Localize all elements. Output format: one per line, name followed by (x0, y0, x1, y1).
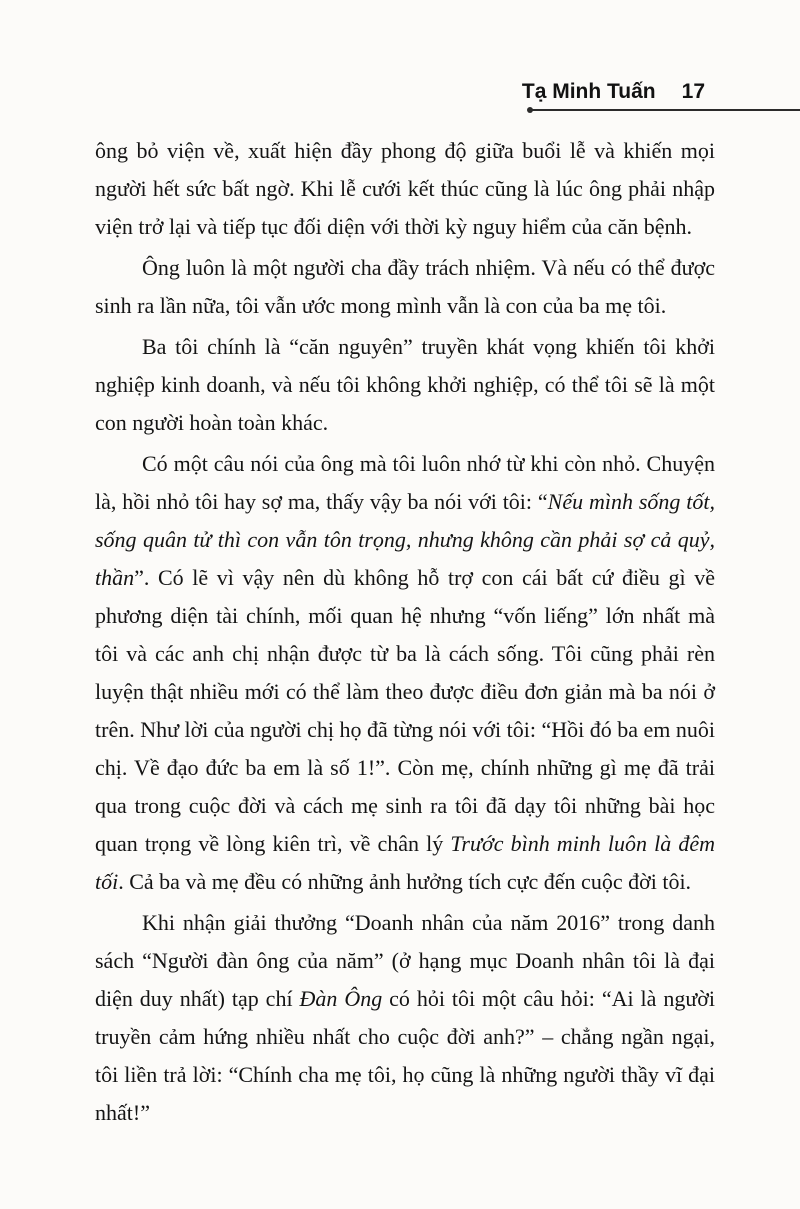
italic-text-run: Đàn Ông (299, 986, 383, 1011)
body-text (95, 132, 715, 1135)
text-run: ”. Có lẽ vì vậy nên dù không hỗ trợ con cái bất cứ điều gì về phương diện tài chính, mối quan hệ nhưng “vốn liếng” lớn nhất mà tôi và các anh chị nhận được từ ba là cách sống. Tôi cũng phải rèn luyện thật nhiều mới có thể làm theo được điều đơn giản mà ba nói ở trên. Như lời của người chị họ đã từng nói với tôi: “Hồi đó ba em nuôi chị. Về đạo đức ba em là số 1!”. Còn mẹ, chính những gì mẹ đã trải qua trong cuộc đời và cách mẹ sinh ra tôi đã dạy tôi những bài học quan trọng về lòng kiên trì, về chân lý (95, 565, 715, 856)
text-run: . Cả ba và mẹ đều có những ảnh hưởng tích cực đến cuộc đời tôi. (118, 869, 692, 894)
text-run: Ba tôi chính là “căn nguyên” truyền khát vọng khiến tôi khởi nghiệp kinh doanh, và nếu tôi không khởi nghiệp, có thể tôi sẽ là một con người hoàn toàn khác. (95, 334, 715, 435)
text-run: Ông luôn là một người cha đầy trách nhiệm. Và nếu có thể được sinh ra lần nữa, tôi vẫn ước mong mình vẫn là con của ba mẹ tôi. (95, 255, 715, 318)
text-run: ông bỏ viện về, xuất hiện đầy phong độ giữa buổi lễ và khiến mọi người hết sức bất ngờ. Khi lễ cưới kết thúc cũng là lúc ông phải nhập viện trở lại và tiếp tục đối diện với thời kỳ nguy hiểm của căn bệnh. (95, 138, 715, 239)
header-rule (530, 109, 800, 111)
paragraph (95, 328, 715, 442)
text-run: Có một câu nói của ông mà tôi luôn nhớ từ khi còn nhỏ. Chuyện là, hồi nhỏ tôi hay sợ ma, thấy vậy ba nói với tôi: “ (95, 451, 715, 514)
italic-text-run: Nếu mình sống tốt, sống quân tử thì con vẫn tôn trọng, nhưng không cần phải sợ cả quỷ, thần (95, 489, 715, 590)
paragraph (95, 904, 715, 1132)
paragraph (95, 132, 715, 246)
paragraph (95, 445, 715, 901)
text-run: Khi nhận giải thưởng “Doanh nhân của năm 2016” trong danh sách “Người đàn ông của năm” (ở hạng mục Doanh nhân tôi là đại diện duy nhất) tạp chí (95, 910, 715, 1011)
italic-text-run: Trước bình minh luôn là đêm tối (95, 831, 716, 894)
running-head-author: Tạ Minh Tuấn (521, 80, 656, 103)
running-header (0, 80, 705, 104)
paragraph (95, 249, 715, 325)
page-number: 17 (681, 80, 705, 103)
text-run: có hỏi tôi một câu hỏi: “Ai là người truyền cảm hứng nhiều nhất cho cuộc đời anh?” – chẳng ngần ngại, tôi liền trả lời: “Chính cha mẹ tôi, họ cũng là những người thầy vĩ đại nhất!” (95, 986, 715, 1125)
